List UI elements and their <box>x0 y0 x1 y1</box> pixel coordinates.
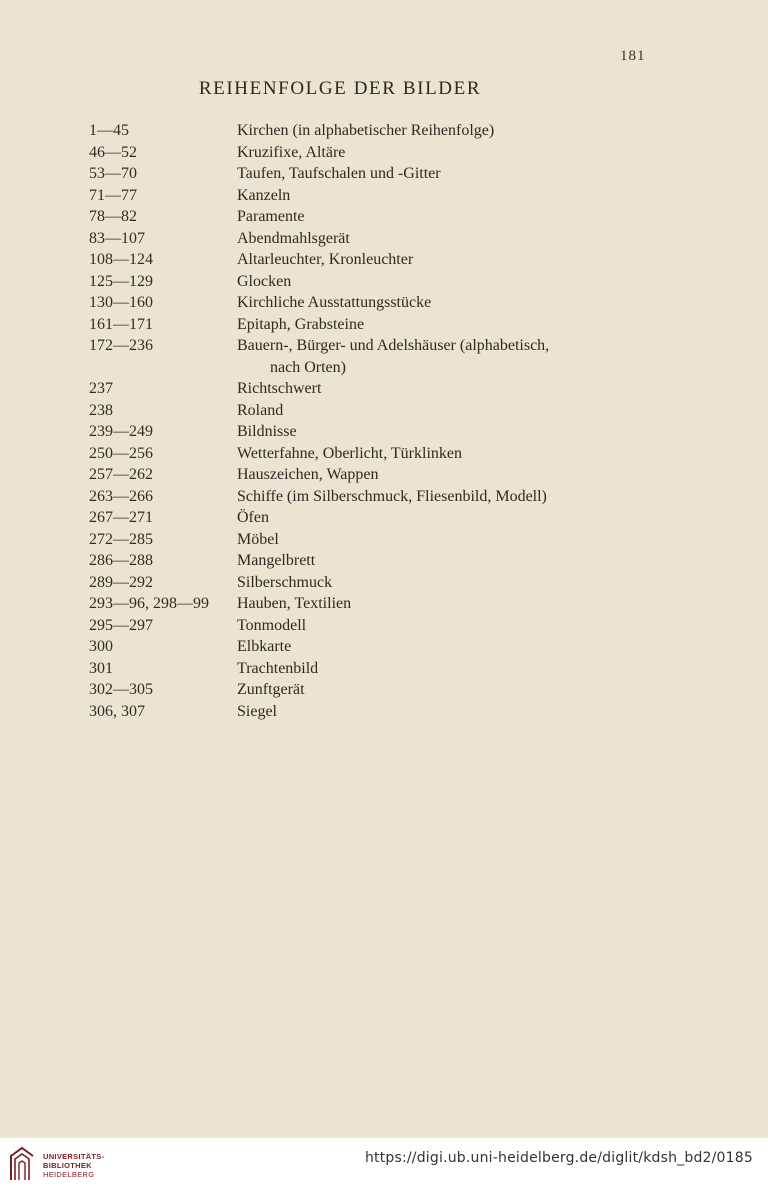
image-number-range: 286—288 <box>89 552 153 569</box>
image-number-range: 83—107 <box>89 229 145 247</box>
image-category-line: Abendmahlsgerät <box>237 229 350 247</box>
image-category-line: Taufen, Taufschalen und -Gitter <box>237 165 441 182</box>
image-category <box>237 464 617 486</box>
image-category <box>237 443 617 465</box>
index-entry-row <box>0 206 768 228</box>
library-name <box>43 1152 104 1179</box>
image-category-line: Kirchliche Ausstattungsstücke <box>237 294 432 311</box>
image-category-line: Wetterfahne, Oberlicht, Türklinken <box>237 444 462 462</box>
image-category <box>237 507 617 529</box>
image-category <box>237 163 617 185</box>
image-number-range: 300 <box>89 638 113 655</box>
image-number-range: 172—236 <box>89 337 153 354</box>
image-number-range: 78—82 <box>89 208 137 225</box>
image-category-line: Roland <box>237 401 284 419</box>
image-category-line: Bauern-, Bürger- und Adelshäuser (alphabetisch, <box>237 337 550 354</box>
image-category <box>237 120 617 142</box>
image-category-line: Tonmodell <box>237 616 307 634</box>
image-number-range: 125—129 <box>89 272 153 290</box>
image-category <box>237 335 617 378</box>
image-category <box>237 271 617 293</box>
image-category-line: Epitaph, Grabsteine <box>237 315 365 333</box>
index-entry-row <box>0 464 768 486</box>
image-number-range: 257—262 <box>89 466 153 483</box>
image-category <box>237 658 617 680</box>
image-category-line: Mangelbrett <box>237 552 316 569</box>
index-entry-row <box>0 701 768 723</box>
image-category-line: Schiffe (im Silberschmuck, Fliesenbild, Modell) <box>237 487 547 505</box>
image-index-list <box>0 120 768 722</box>
index-entry-row <box>0 486 768 508</box>
image-category <box>237 572 617 594</box>
image-category-line: Bildnisse <box>237 423 297 440</box>
image-number-range: 272—285 <box>89 530 153 548</box>
image-category-line: Zunftgerät <box>237 681 305 698</box>
image-category-line: Richtschwert <box>237 380 322 397</box>
index-entry-row <box>0 658 768 680</box>
image-number-range: 238 <box>89 401 113 419</box>
image-number-range: 237 <box>89 380 113 397</box>
index-entry-row <box>0 507 768 529</box>
index-entry-row <box>0 142 768 164</box>
index-entry-row <box>0 185 768 207</box>
library-logo-icon <box>8 1146 36 1182</box>
image-category-line: Silberschmuck <box>237 573 333 591</box>
image-category-line: Möbel <box>237 530 279 548</box>
index-entry-row <box>0 550 768 572</box>
image-category <box>237 206 617 228</box>
index-entry-row <box>0 443 768 465</box>
image-category <box>237 679 617 701</box>
image-number-range: 289—292 <box>89 573 153 591</box>
image-category <box>237 636 617 658</box>
image-number-range: 250—256 <box>89 444 153 462</box>
index-entry-row <box>0 228 768 250</box>
index-entry-row <box>0 615 768 637</box>
index-entry-row <box>0 400 768 422</box>
footer-bar <box>0 1138 768 1192</box>
library-name-line: UNIVERSITÄTS- <box>43 1152 105 1161</box>
image-number-range: 108—124 <box>89 251 153 268</box>
image-category-line: Paramente <box>237 208 305 225</box>
image-category-line: Glocken <box>237 272 292 290</box>
image-number-range: 239—249 <box>89 423 153 440</box>
index-entry-row <box>0 679 768 701</box>
image-category <box>237 249 617 271</box>
image-category <box>237 228 617 250</box>
image-category-line: Kirchen (in alphabetischer Reihenfolge) <box>237 122 495 139</box>
index-entry-row <box>0 314 768 336</box>
image-category-line: Elbkarte <box>237 638 292 655</box>
image-category-line: Hauben, Textilien <box>237 595 352 612</box>
page-number: 181 <box>620 48 646 64</box>
index-entry-row <box>0 529 768 551</box>
image-number-range: 1—45 <box>89 122 129 139</box>
source-url-link[interactable]: https://digi.ub.uni-heidelberg.de/diglit/kdsh_bd2/0185 <box>364 1150 753 1166</box>
image-number-range: 130—160 <box>89 294 153 311</box>
index-entry-row <box>0 292 768 314</box>
index-entry-row <box>0 335 768 378</box>
index-entry-row <box>0 636 768 658</box>
index-entry-row <box>0 120 768 142</box>
index-entry-row <box>0 593 768 615</box>
index-entry-row <box>0 572 768 594</box>
image-number-range: 301 <box>89 659 113 677</box>
index-entry-row <box>0 163 768 185</box>
image-number-range: 267—271 <box>89 509 153 526</box>
image-number-range: 293—96, 298—99 <box>89 595 209 612</box>
image-category-line: Öfen <box>237 509 269 526</box>
image-number-range: 53—70 <box>89 165 137 182</box>
image-number-range: 302—305 <box>89 681 153 698</box>
image-category-line: Kanzeln <box>237 186 291 204</box>
image-category <box>237 421 617 443</box>
index-entry-row <box>0 421 768 443</box>
image-category <box>237 593 617 615</box>
image-category <box>237 701 617 723</box>
image-number-range: 263—266 <box>89 487 153 505</box>
library-name-line: HEIDELBERG <box>43 1170 95 1179</box>
index-entry-row <box>0 249 768 271</box>
image-category <box>237 142 617 164</box>
image-category-line: Hauszeichen, Wappen <box>237 466 379 483</box>
image-number-range: 71—77 <box>89 186 137 204</box>
image-category <box>237 529 617 551</box>
image-category <box>237 400 617 422</box>
image-category <box>237 550 617 572</box>
image-category-line: nach Orten) <box>270 358 346 376</box>
image-number-range: 295—297 <box>89 616 153 634</box>
image-category <box>237 314 617 336</box>
image-category <box>237 185 617 207</box>
image-category-line: Trachtenbild <box>237 659 319 677</box>
index-entry-row <box>0 271 768 293</box>
image-number-range: 161—171 <box>89 315 153 333</box>
image-category-line: Siegel <box>237 702 277 720</box>
image-category <box>237 378 617 400</box>
image-category-line: Kruzifixe, Altäre <box>237 143 346 161</box>
library-name-line: BIBLIOTHEK <box>43 1161 92 1170</box>
image-category <box>237 486 617 508</box>
image-category <box>237 292 617 314</box>
image-number-range: 46—52 <box>89 143 137 161</box>
page-title: REIHENFOLGE DER BILDER <box>198 78 482 99</box>
image-number-range: 306, 307 <box>89 702 145 720</box>
index-entry-row <box>0 378 768 400</box>
image-category <box>237 615 617 637</box>
image-category-line: Altarleuchter, Kronleuchter <box>237 251 414 268</box>
